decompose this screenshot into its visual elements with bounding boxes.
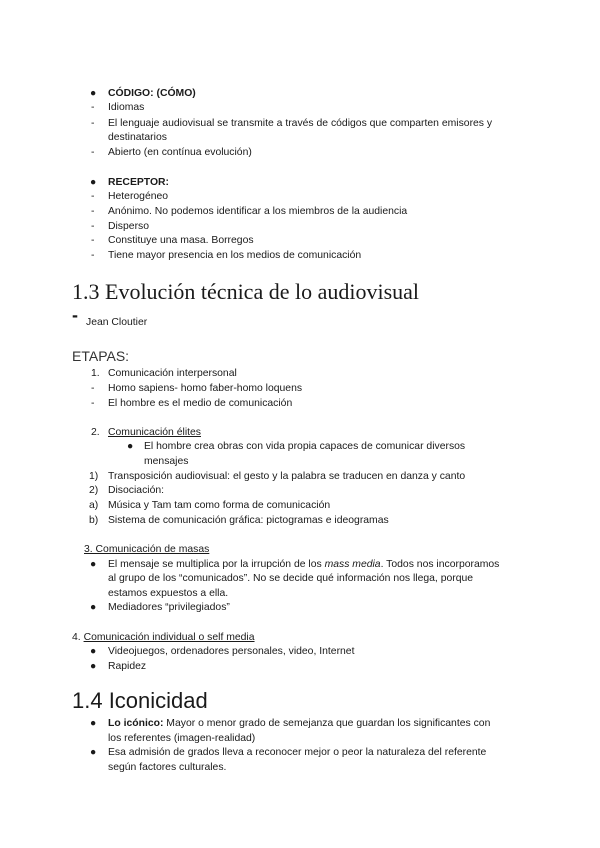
receptor-item: Constituye una masa. Borregos bbox=[108, 235, 254, 246]
bullet-dot: ● bbox=[90, 88, 97, 99]
list-item: Disociación: bbox=[108, 485, 165, 496]
stage-title: Comunicación interpersonal bbox=[108, 368, 237, 379]
codigo-item: El lenguaje audiovisual se transmite a través de códigos que comparten emisores y bbox=[108, 118, 493, 129]
receptor-item: Anónimo. No podemos identificar a los miembros de la audiencia bbox=[108, 206, 408, 217]
list-marker: 1) bbox=[89, 471, 99, 482]
dash-marker: - bbox=[91, 383, 95, 394]
codigo-item: Abierto (en contínua evolución) bbox=[108, 147, 252, 158]
dash-marker: - bbox=[91, 221, 95, 232]
receptor-item: Disperso bbox=[108, 221, 149, 232]
dash-marker: - bbox=[91, 250, 95, 261]
list-marker: b) bbox=[89, 515, 99, 526]
term-lo-iconico: Lo icónico: bbox=[108, 718, 164, 729]
list-item: Música y Tam tam como forma de comunicación bbox=[108, 500, 331, 511]
codigo-item-continued: destinatarios bbox=[108, 132, 167, 143]
receptor-item: Tiene mayor presencia en los medios de comunicación bbox=[108, 250, 362, 261]
list-marker: a) bbox=[89, 500, 99, 511]
receptor-heading: RECEPTOR: bbox=[108, 177, 170, 188]
iconicidad-bullet-line bbox=[108, 717, 490, 730]
codigo-item: Idiomas bbox=[108, 102, 145, 113]
stage-item: El hombre es el medio de comunicación bbox=[108, 398, 293, 409]
stage-bullet-line: al grupo de los “comunicados”. No se decide qué información nos llega, porque bbox=[108, 573, 474, 584]
stage-item: Homo sapiens- homo faber-homo loquens bbox=[108, 383, 303, 394]
stage-item: Videojuegos, ordenadores personales, video, Internet bbox=[108, 646, 355, 657]
emphasis-mass-media: mass media bbox=[324, 559, 381, 570]
bullet-dot: ● bbox=[90, 559, 97, 570]
stage-number: 4. bbox=[72, 632, 84, 643]
codigo-heading: CÓDIGO: (CÓMO) bbox=[108, 88, 196, 99]
dash-marker: - bbox=[91, 206, 95, 217]
section-heading-1-4: 1.4 Iconicidad bbox=[72, 688, 208, 713]
etapas-label: ETAPAS: bbox=[72, 348, 130, 364]
bullet-dot: ● bbox=[90, 177, 97, 188]
stage-bullet-line: El hombre crea obras con vida propia capaces de comunicar diversos bbox=[144, 441, 466, 452]
text-fragment: Mayor o menor grado de semejanza que guardan los significantes con bbox=[163, 718, 491, 729]
iconicidad-bullet-line: según factores culturales. bbox=[108, 762, 227, 773]
receptor-item: Heterogéneo bbox=[108, 191, 169, 202]
stage-number: 2. bbox=[91, 427, 100, 438]
stage-number: 1. bbox=[91, 368, 100, 379]
stage-bullet-line bbox=[108, 558, 499, 571]
bullet-dot: ● bbox=[90, 718, 97, 729]
stage-bullet-line: Mediadores “privilegiados” bbox=[108, 602, 230, 613]
text-fragment: . Todos nos incorporamos bbox=[380, 559, 500, 570]
dash-marker: - bbox=[91, 102, 95, 113]
stage-bullet-line: mensajes bbox=[144, 456, 189, 467]
dash-marker: - bbox=[91, 147, 95, 158]
list-item: Transposición audiovisual: el gesto y la palabra se traducen en danza y canto bbox=[108, 471, 466, 482]
list-item: Sistema de comunicación gráfica: pictogramas e ideogramas bbox=[108, 515, 389, 526]
stage-bullet-line: estamos expuestos a ella. bbox=[108, 588, 229, 599]
bullet-dot: ● bbox=[127, 441, 134, 452]
section-heading-1-3: 1.3 Evolución técnica de lo audiovisual bbox=[72, 279, 420, 304]
stage-title: 3. Comunicación de masas bbox=[84, 544, 210, 555]
stage-item: Rapidez bbox=[108, 661, 147, 672]
dash-marker: - bbox=[91, 118, 95, 129]
stage-title: Comunicación élites bbox=[108, 427, 201, 438]
list-marker: 2) bbox=[89, 485, 99, 496]
dash-marker: - bbox=[91, 191, 95, 202]
bullet-dot: ● bbox=[90, 602, 97, 613]
iconicidad-bullet-line: los referentes (imagen-realidad) bbox=[108, 733, 256, 744]
author-name: Jean Cloutier bbox=[86, 317, 148, 328]
dash-marker: - bbox=[91, 398, 95, 409]
bullet-dot: ● bbox=[90, 661, 97, 672]
text-fragment: El mensaje se multiplica por la irrupción de los bbox=[108, 559, 325, 570]
dash-marker: - bbox=[91, 235, 95, 246]
bullet-dot: ● bbox=[90, 747, 97, 758]
stage-title-line bbox=[72, 631, 255, 644]
dash-marker: - bbox=[72, 305, 78, 325]
iconicidad-bullet-line: Esa admisión de grados lleva a reconocer mejor o peor la naturaleza del referente bbox=[108, 747, 487, 758]
stage-title: Comunicación individual o self media bbox=[83, 632, 255, 643]
bullet-dot: ● bbox=[90, 646, 97, 657]
